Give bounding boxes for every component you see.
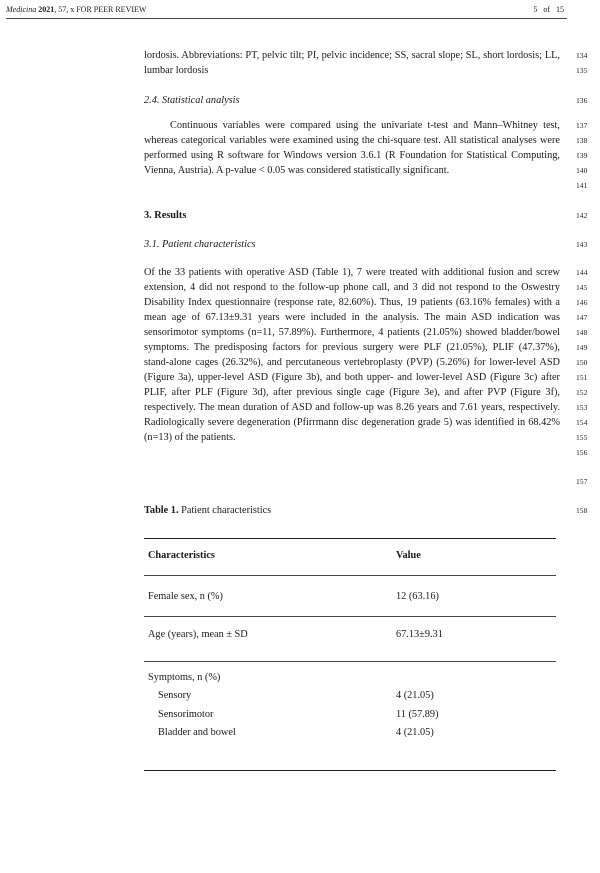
section-heading-3-1: 3.1. Patient characteristics — [144, 239, 256, 250]
line-number: 144 — [576, 268, 588, 277]
table-subrow-value: 4 (21.05) — [396, 690, 434, 701]
line-number: 142 — [576, 211, 588, 220]
table-row-label: Female sex, n (%) — [148, 591, 223, 602]
table-header-characteristics: Characteristics — [148, 550, 215, 561]
line-number: 157 — [576, 477, 588, 486]
journal-volume-note: , 57, x FOR PEER REVIEW — [54, 5, 147, 14]
section-heading-results: 3. Results — [144, 210, 187, 221]
table-header-rule — [144, 575, 556, 576]
line-number: 149 — [576, 343, 588, 352]
table-row-value: 67.13±9.31 — [396, 629, 443, 640]
table-row-value: 12 (63.16) — [396, 591, 439, 602]
line-number: 134 — [576, 51, 588, 60]
line-number: 140 — [576, 166, 588, 175]
line-number: 156 — [576, 448, 588, 457]
figure-caption-continuation: lordosis. Abbreviations: PT, pelvic tilt; PI, pelvic incidence; SS, sacral slope; SL, short lordosis; LL, lumbar lordosis — [144, 50, 560, 76]
patient-characteristics-table — [144, 538, 556, 778]
header-rule — [6, 18, 567, 19]
journal-name: Medicina — [6, 5, 37, 14]
table-subrow-value: 4 (21.05) — [396, 727, 434, 738]
line-number: 139 — [576, 151, 588, 160]
line-number: 135 — [576, 66, 588, 75]
table-subrow-label: Bladder and bowel — [158, 727, 236, 738]
line-number: 154 — [576, 418, 588, 427]
table-row-rule — [144, 616, 556, 617]
journal-year: 2021 — [38, 5, 55, 14]
line-number: 148 — [576, 328, 588, 337]
line-number: 152 — [576, 388, 588, 397]
line-number: 150 — [576, 358, 588, 367]
line-number: 141 — [576, 181, 588, 190]
line-number: 147 — [576, 313, 588, 322]
line-number: 146 — [576, 298, 588, 307]
line-number: 138 — [576, 136, 588, 145]
table-caption-text: Patient characteristics — [178, 505, 272, 516]
table-caption-label: Table 1. — [144, 505, 179, 516]
section-heading-2-4: 2.4. Statistical analysis — [144, 95, 240, 106]
table-row-rule — [144, 661, 556, 662]
table-caption — [144, 503, 560, 518]
table-subrow-label: Sensory — [158, 690, 192, 701]
table-subrow-label: Sensorimotor — [158, 709, 214, 720]
patient-characteristics-paragraph: Of the 33 patients with operative ASD (Table 1), 7 were treated with additional fusion and screw extension, 4 did not respond to the follow-up phone call, and 3 did not respond to the Oswestry Disability Index questionnaire (response rate, 82.60%). Thus, 19 patients (63.16% females) with a mean age of 67.13±9.31 years were included in the analysis. The main ASD indication was sensorimotor symptoms (n=11, 57.89%). Furthermore, 4 patients (21.05%) showed bladder/bowel symptoms. The predisposing factors for previous surgery were PLF (21.05%), PLIF (47.37%), stand-alone cages (26.32%), and percutaneous vertebroplasty (PVP) (5.26%) for lower-level ASD (Figure 3a), upper-level ASD (Figure 3b), and both upper- and lower-level ASD (Figure 3c) after PLIF, after PLF (Figure 3d), after previous single cage (Figure 3e), and after PVP (Figure 3f), respectively. The mean duration of ASD and follow-up was 8.26 years and 7.61 years, respectively. Radiologically severe degeneration (Pfirrmann disc degeneration grade 5) was identified in 68.42% (n=13) of the patients. — [144, 267, 560, 443]
line-number: 153 — [576, 403, 588, 412]
table-subrow-value: 11 (57.89) — [396, 709, 439, 720]
journal-citation — [6, 4, 146, 16]
line-number: 158 — [576, 506, 588, 515]
line-number: 145 — [576, 283, 588, 292]
line-number: 143 — [576, 240, 588, 249]
line-number: 155 — [576, 433, 588, 442]
line-number: 151 — [576, 373, 588, 382]
table-header-value: Value — [396, 550, 421, 561]
line-number: 137 — [576, 121, 588, 130]
running-header — [6, 4, 564, 18]
table-top-rule — [144, 538, 556, 539]
table-bottom-rule — [144, 770, 556, 771]
line-number: 136 — [576, 96, 588, 105]
table-row-label: Age (years), mean ± SD — [148, 629, 248, 640]
page-number: 5 of 15 — [533, 5, 564, 14]
statistical-analysis-paragraph: Continuous variables were compared using the univariate t-test and Mann–Whitney test, whereas categorical variables were examined using the chi-square test. All statistical analyses were performed using R software for Windows version 3.6.1 (R Foundation for Statistical Computing, Vienna, Austria). A p-value < 0.05 was considered statistically significant. — [144, 120, 560, 176]
table-group-label: Symptoms, n (%) — [148, 672, 221, 683]
